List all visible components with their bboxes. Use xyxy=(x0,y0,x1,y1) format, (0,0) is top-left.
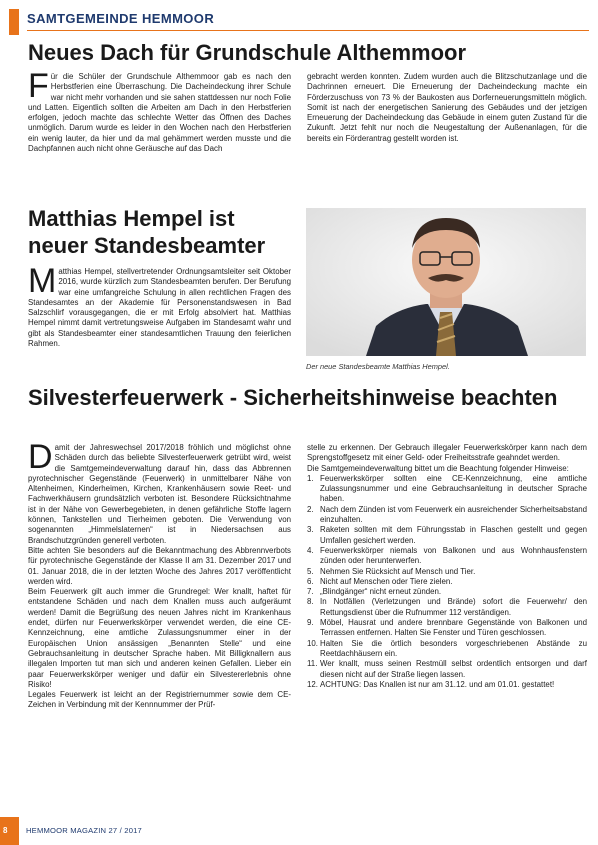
list-item xyxy=(307,567,587,577)
list-item-number: 3. xyxy=(307,525,314,535)
list-item xyxy=(307,680,587,690)
list-item-number: 1. xyxy=(307,473,314,483)
portrait-photo xyxy=(306,208,586,356)
header-accent-bar xyxy=(9,9,19,35)
paragraph: Die Samtgemeindeverwaltung bittet um die Beachtung folgender Hinweise: xyxy=(307,463,569,473)
article-registrar-body: atthias Hempel, stellvertretender Ordnungsamtsleiter seit Oktober 2016, wurde kürzlich zum Standesbeamten berufen. Der Berufung war eine umfangreiche Schulung in allen rechtlichen Fragen des Standesamtes an der Akademie für Personenstandswesen in Bad Salzschlirf vorausgegangen, die er mit Erfolg absolviert hat. Matthias Hempel nimmt damit vertretungsweise Aufgaben im Standesamt wahr und gibt als Standesbeamter einer standesamtlichen Trauung den feierlichen Rahmen. xyxy=(28,267,291,349)
article-roof-column-2 xyxy=(307,72,587,144)
article-title-roof: Neues Dach für Grundschule Althemmoor xyxy=(28,40,467,65)
list-item-text: Wer knallt, muss seinen Restmüll selbst ordentlich entsorgen und darf diesen nicht auf der Straße liegen lassen. xyxy=(320,659,587,679)
list-item-number: 10. xyxy=(307,638,318,648)
photo-caption: Der neue Standesbeamte Matthias Hempel. xyxy=(306,362,450,371)
list-item xyxy=(307,639,587,660)
paragraph xyxy=(28,438,291,546)
list-item-number: 2. xyxy=(307,504,314,514)
list-item-text: Raketen sollten mit dem Führungsstab in Flaschen gestellt und gegen Umfallen gesichert werden. xyxy=(320,525,587,545)
list-item-text: Nehmen Sie Rücksicht auf Mensch und Tier. xyxy=(320,566,476,576)
dropcap: F xyxy=(28,67,49,105)
paragraph: Beim Feuerwerk gilt auch immer die Grundregel: Wer knallt, haftet für entstandene Schäden und nach dem Knallen muss auch aufgeräumt werden! Damit die Begrüßung des neuen Jahres nicht im Krankenhaus endet, dürfen nur Feuerwerkskörper verwendet werden, die eine CE-Kennzeichnung, eine amtliche Zulassungsnummer einer in der Europäischen Union ansässigen „Benannten Stelle“ und eine Gebrauchsanleitung in deutscher Sprache haben. Mit Billigknallern aus illegalen Importen tut man sich und anderen keinen Gefallen. Lieber ein paar Feuerwerkskörper weniger und dafür ein Silvestererlebnis ohne Risiko! xyxy=(28,587,291,689)
list-item-number: 11. xyxy=(307,659,318,669)
list-item-number: 6. xyxy=(307,576,314,586)
list-item-text: Nach dem Zünden ist vom Feuerwerk ein ausreichender Sicherheitsabstand einzuhalten. xyxy=(320,504,587,525)
list-item-number: 8. xyxy=(307,597,314,607)
dropcap: D xyxy=(28,438,53,476)
list-item-text: „Blindgänger“ nicht erneut zünden. xyxy=(320,587,442,597)
list-item-number: 12. xyxy=(307,679,318,689)
safety-tips-list xyxy=(307,474,587,690)
paragraph: stelle zu erkennen. Der Gebrauch illegaler Feuerwerkskörper kann nach dem Sprengstoffgesetz mit einer Geld- oder Freiheitsstrafe geahndet werden. xyxy=(307,443,587,463)
list-item-text: Nicht auf Menschen oder Tiere zielen. xyxy=(320,576,453,586)
list-item xyxy=(307,525,587,546)
paragraph: Bitte achten Sie besonders auf die Bekanntmachung des Abbrennverbots für pyrotechnische Gegenstände der Klasse II am 31. Dezember 2017 und 01. Januar 2018, die in der letzten Woche des Jahres 2017 veröffentlicht werden wird. xyxy=(28,545,291,586)
article-roof-text-1: ür die Schüler der Grundschule Althemmoor gab es nach den Herbstferien eine Überraschung. Die Dacheindeckung ihrer Schule war nicht mehr vorhanden und sie sahen stattdessen nur noch Folie und Latten. Eigentlich sollten die Arbeiten am Dach in den Herbstferien erfolgen, jedoch machte das schlechte Wetter das Öffnen des Daches unmöglich. Darum wurde es leider in den Wochen nach den Herbstferien ein wenig lauter, da hier und da mal gehämmert werden musste und die Dachpfannen auch nicht ohne Geräusche auf das Dach xyxy=(28,72,291,154)
list-item xyxy=(307,505,587,526)
magazine-footer: HEMMOOR MAGAZIN 27 / 2017 xyxy=(26,826,142,835)
page-number: 8 xyxy=(3,826,8,835)
paragraph: Legales Feuerwerk ist leicht an der Registriernummer sowie dem CE-Zeichen in Verbindung mit der Kennnummer der Prüf- xyxy=(28,690,291,710)
list-item-text: Feuerwerkskörper niemals von Balkonen und aus Wohnhausfenstern zünden oder herunterwerfen. xyxy=(320,545,587,566)
portrait-illustration xyxy=(306,208,586,356)
article-fireworks-column-1 xyxy=(28,438,291,711)
dropcap: M xyxy=(28,262,57,300)
list-item xyxy=(307,659,587,680)
list-item xyxy=(307,587,587,597)
list-item-text: Möbel, Hausrat und andere brennbare Gegenstände von Balkonen und Terrassen entfernen. Halten Sie Fenster und Türen geschlossen. xyxy=(320,618,587,638)
list-item xyxy=(307,474,587,505)
article-title-registrar: Matthias Hempel ist neuer Standesbeamter xyxy=(28,206,266,258)
list-item-number: 5. xyxy=(307,566,314,576)
article-title-fireworks: Silvesterfeuerwerk - Sicherheitshinweise beachten xyxy=(28,385,558,410)
article-registrar-text xyxy=(28,262,291,349)
paragraph-text: amit der Jahreswechsel 2017/2018 fröhlich und möglichst ohne Schäden durch das beliebte Silvesterfeuerwerk getrübt wird, weist die Samtgemeindeverwaltung darauf hin, dass das Abbrennen pyrotechnischer Gegenstände (Feuerwerk) in unmittelbarer Nähe von Altenheimen, Kinderheimen, Kirchen, Krankenhäusern sowie Reet- und Fachwerkhäusern grundsätzlich verboten ist. Besondere Rücksichtnahme ist in der Nähe von Gewerbegebieten, in denen gefährliche Stoffe lagern können, Tankstellen und Tierheimen geboten. Die Verwendung von sogenannten „Himmelslaternen“ ist in Niedersachsen aus Brandschutzgründen generell verboten. xyxy=(28,443,291,545)
list-item xyxy=(307,618,587,639)
list-item xyxy=(307,546,587,567)
article-fireworks-column-2 xyxy=(307,443,587,690)
list-item-number: 7. xyxy=(307,587,314,597)
header-rule xyxy=(27,30,589,31)
list-item xyxy=(307,597,587,618)
list-item-text: Feuerwerkskörper sollten eine CE-Kennzeichnung, eine amtliche Zulassungsnummer und eine Gebrauchsanleitung in deutscher Sprache haben. xyxy=(320,473,587,504)
list-item-number: 4. xyxy=(307,545,314,555)
list-item-text: Halten Sie die örtlich besonders vorgeschriebenen Abstände zu Reetdachhäusern ein. xyxy=(320,638,587,658)
section-label: SAMTGEMEINDE HEMMOOR xyxy=(27,11,215,26)
list-item-number: 9. xyxy=(307,618,314,628)
list-item xyxy=(307,577,587,587)
article-roof-column-1 xyxy=(28,67,291,154)
list-item-text: ACHTUNG: Das Knallen ist nur am 31.12. und am 01.01. gestattet! xyxy=(320,679,555,689)
list-item-text: In Notfällen (Verletzungen und Brände) sofort die Feuerwehr/ den Rettungsdienst über die Rufnummer 112 verständigen. xyxy=(320,597,587,617)
article-roof-text-2: gebracht werden konnten. Zudem wurden auch die Blitzschutzanlage und die Dachrinnen erneuert. Die Erneuerung der Dacheindeckung machte ein Förderzuschuss von 73 % der Baukosten aus Dorferneuerungsmitteln möglich. Somit ist nach der energetischen Sanierung des Gebäudes und der jetzigen Erneuerung der Dacheindeckung das Gebäude in einem guten Zustand für die Zukunft. Jetzt fehlt nur noch die Neugestaltung der Außenanlagen, für die bereits ein Förderantrag gestellt worden ist. xyxy=(307,72,587,143)
